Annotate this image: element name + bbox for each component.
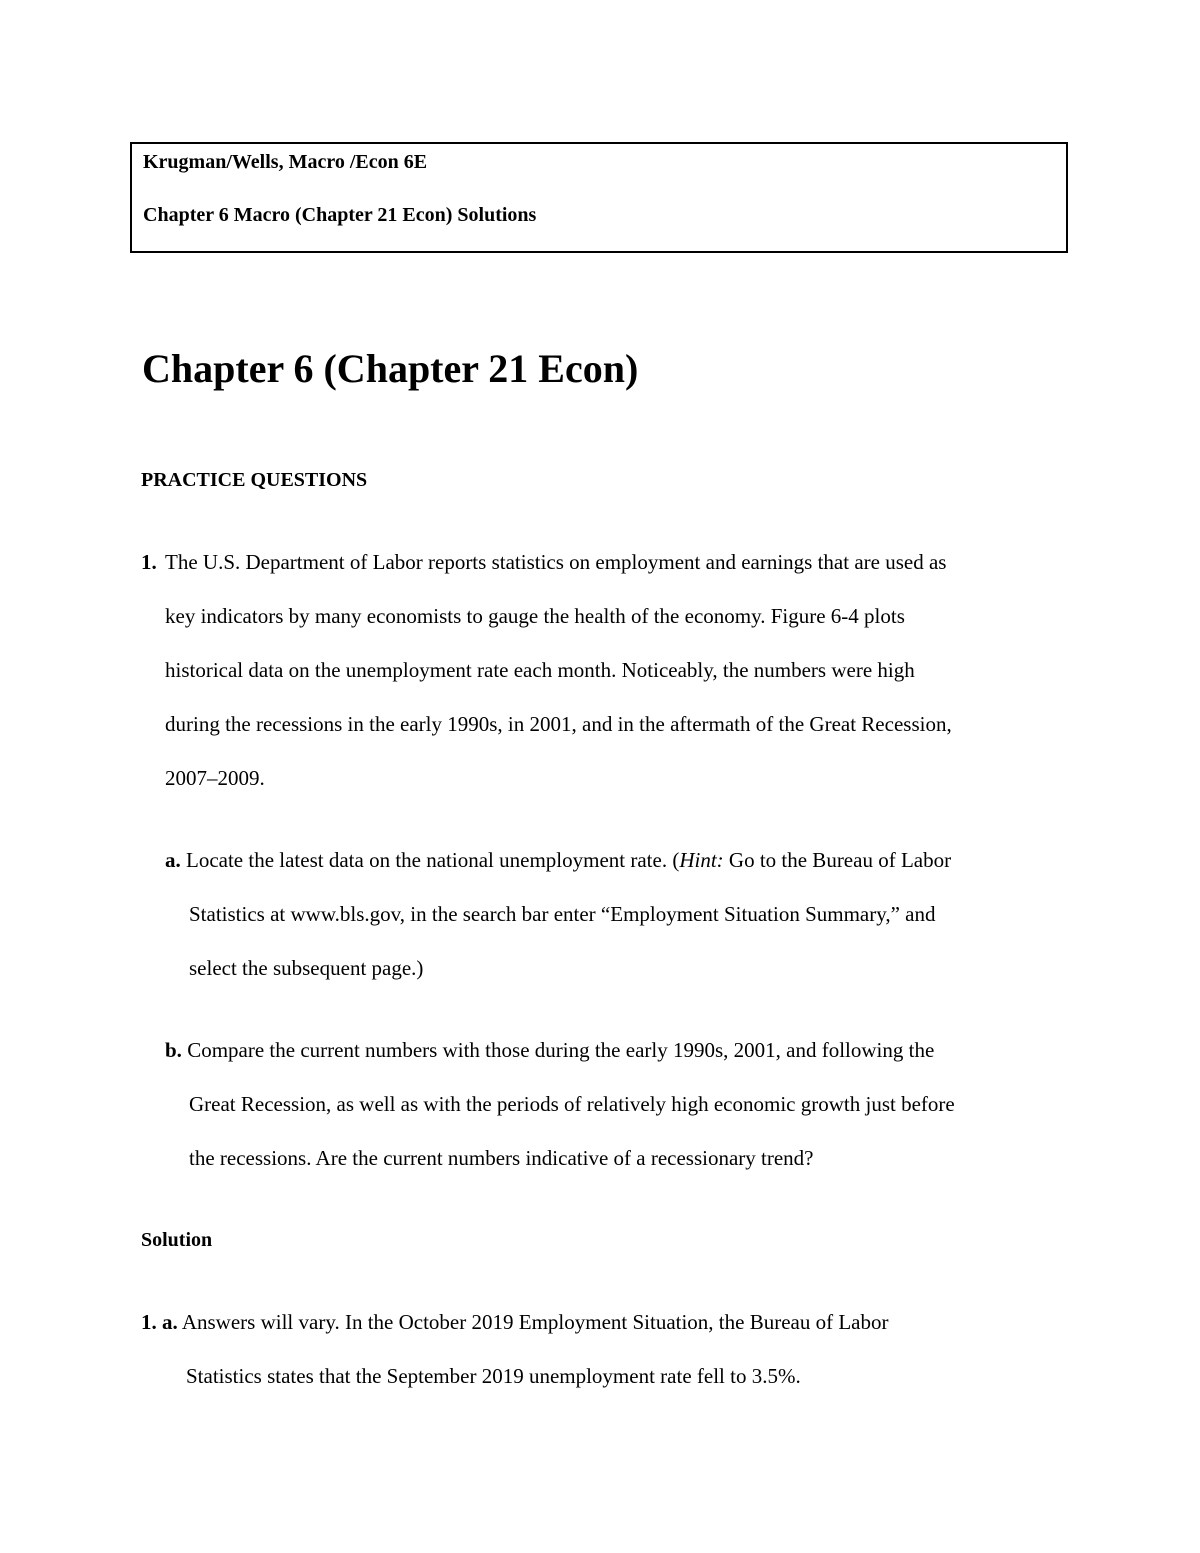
question-1-number: 1. (141, 550, 157, 574)
header-box (130, 142, 1068, 253)
part-b-line: Great Recession, as well as with the periods of relatively high economic growth just before (189, 1092, 955, 1116)
solution-1-number: 1. (141, 1310, 157, 1334)
solution-1-text: Answers will vary. In the October 2019 Employment Situation, the Bureau of Labor (181, 1310, 889, 1334)
question-1-line: historical data on the unemployment rate each month. Noticeably, the numbers were high (165, 658, 915, 682)
chapter-title: Chapter 6 (Chapter 21 Econ) (142, 346, 639, 391)
part-b-line: the recessions. Are the current numbers indicative of a recessionary trend? (189, 1146, 814, 1170)
part-a-label: a. (165, 848, 181, 872)
part-a-text: Go to the Bureau of Labor (723, 848, 952, 872)
part-a-line: Statistics at www.bls.gov, in the search bar enter “Employment Situation Summary,” and (189, 902, 936, 926)
practice-questions-heading: PRACTICE QUESTIONS (141, 469, 368, 491)
part-b-text: Compare the current numbers with those during the early 1990s, 2001, and following the (187, 1038, 935, 1062)
part-b-label: b. (165, 1038, 182, 1062)
part-a-line: select the subsequent page.) (189, 956, 424, 980)
solution-1-line: Statistics states that the September 2019 unemployment rate fell to 3.5%. (186, 1364, 801, 1388)
solution-1-line (141, 1308, 889, 1336)
part-a-line (165, 846, 951, 874)
question-1-line: The U.S. Department of Labor reports statistics on employment and earnings that are used as (165, 550, 947, 574)
question-1-line: key indicators by many economists to gauge the health of the economy. Figure 6-4 plots (165, 604, 905, 628)
question-1-line: 2007–2009. (165, 766, 265, 790)
part-a-text: Locate the latest data on the national unemployment rate. ( (186, 848, 680, 872)
header-chapter-subtitle: Chapter 6 Macro (Chapter 21 Econ) Solutions (143, 204, 537, 226)
solution-heading: Solution (141, 1229, 213, 1251)
solution-1-part-label: a. (162, 1310, 178, 1334)
part-b-line (165, 1036, 934, 1064)
header-course-title: Krugman/Wells, Macro /Econ 6E (143, 151, 428, 173)
question-1-line: during the recessions in the early 1990s, in 2001, and in the aftermath of the Great Recession, (165, 712, 952, 736)
hint-label: Hint: (679, 848, 724, 872)
